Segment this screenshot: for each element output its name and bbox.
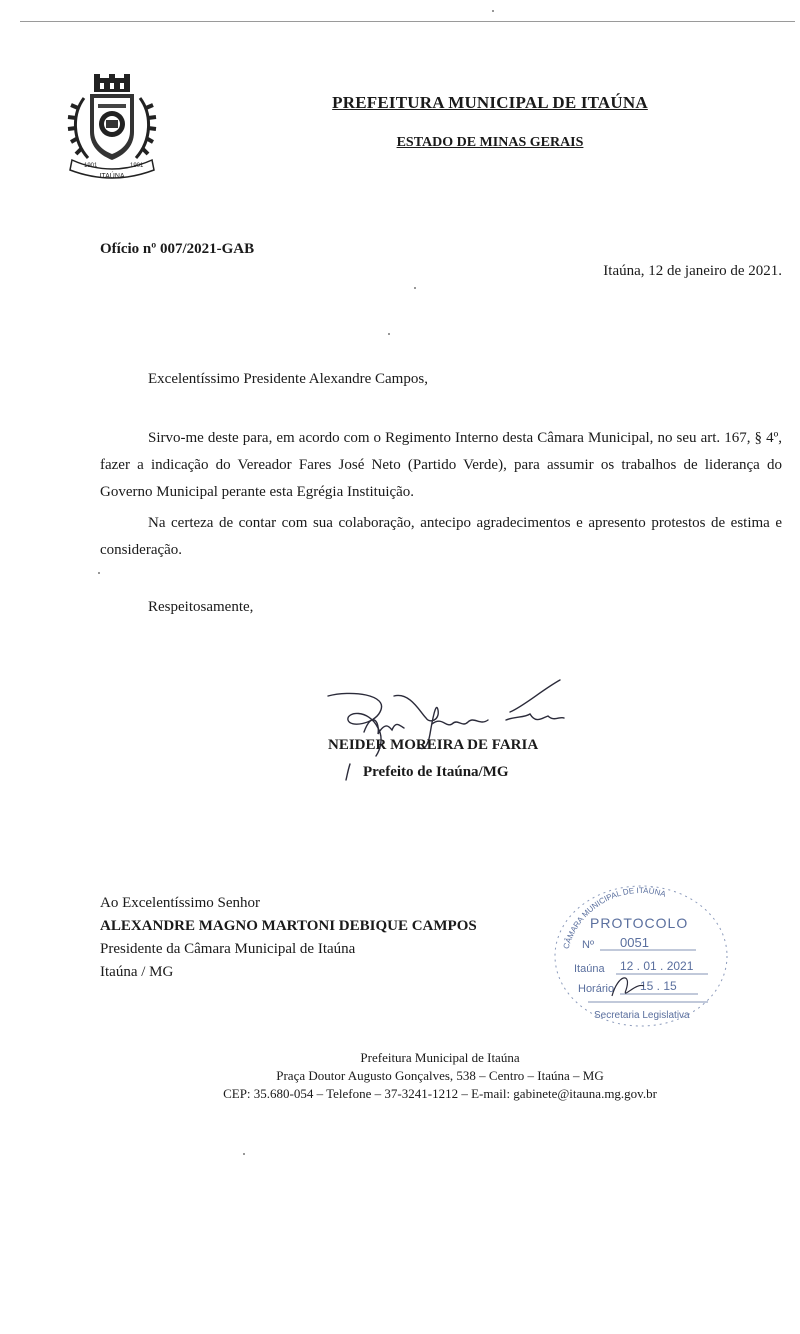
footer-line-1: Prefeitura Municipal de Itaúna <box>360 1050 520 1065</box>
footer-line-2: Praça Doutor Augusto Gonçalves, 538 – Centro – Itaúna – MG <box>276 1068 604 1083</box>
recipient-line-1: Ao Excelentíssimo Senhor <box>100 895 260 911</box>
stamp-header: PROTOCOLO <box>590 915 689 931</box>
scan-speck <box>388 333 390 335</box>
recipient-title: Presidente da Câmara Municipal de Itaúna <box>100 941 356 957</box>
municipal-crest-icon <box>64 74 160 184</box>
page-footer <box>200 1049 680 1103</box>
stamp-date-value: 12 . 01 . 2021 <box>620 959 694 973</box>
signatory-name: NEIDER MOREIRA DE FARIA <box>328 737 539 753</box>
recipient-block <box>100 892 477 984</box>
protocol-stamp <box>548 878 734 1028</box>
recipient-location: Itaúna / MG <box>100 964 174 980</box>
scan-speck <box>98 572 100 574</box>
stamp-time-value: 15 . 15 <box>640 979 677 993</box>
letterhead-subtitle: ESTADO DE MINAS GERAIS <box>396 135 584 150</box>
closing: Respeitosamente, <box>148 599 254 615</box>
signatory-role: Prefeito de Itaúna/MG <box>363 764 509 780</box>
footer-line-3: CEP: 35.680-054 – Telefone – 37-3241-1212 – E-mail: gabinete@itauna.mg.gov.br <box>223 1086 657 1101</box>
salutation: Excelentíssimo Presidente Alexandre Campos, <box>148 371 428 387</box>
stamp-ring-text: CÂMARA MUNICIPAL DE ITAÚNA <box>561 885 667 950</box>
crest-year-right: 1901 <box>130 163 144 169</box>
crest-year-left: 1901 <box>84 163 98 169</box>
scan-speck <box>414 287 416 289</box>
recipient-name: ALEXANDRE MAGNO MARTONI DEBIQUE CAMPOS <box>100 918 477 934</box>
stamp-city-label: Itaúna <box>574 963 605 975</box>
stamp-footer: Secretaria Legislativa <box>594 1010 690 1021</box>
stamp-number-label: Nº <box>582 939 594 951</box>
document-date: Itaúna, 12 de janeiro de 2021. <box>603 263 782 279</box>
crest-label: ITAÚNA <box>99 173 125 180</box>
stamp-time-label: Horário <box>578 983 615 995</box>
top-rule <box>20 21 795 22</box>
scan-speck <box>492 10 494 12</box>
stamp-number: 0051 <box>620 935 649 950</box>
body-paragraph-2: Na certeza de contar com sua colaboração, antecipo agradecimentos e apresento protestos de estima e consideração. <box>100 515 782 558</box>
letterhead-title: PREFEITURA MUNICIPAL DE ITAÚNA <box>332 93 648 112</box>
body-paragraph-1: Sirvo-me deste para, em acordo com o Regimento Interno desta Câmara Municipal, no seu art. 167, § 4º, fazer a indicação do Vereador Fares José Neto (Partido Verde), para assumir os trabalhos de liderança do Governo Municipal perante esta Egrégia Instituição. <box>100 430 782 500</box>
document-reference: Ofício nº 007/2021-GAB <box>100 241 255 257</box>
scan-speck <box>243 1153 245 1155</box>
